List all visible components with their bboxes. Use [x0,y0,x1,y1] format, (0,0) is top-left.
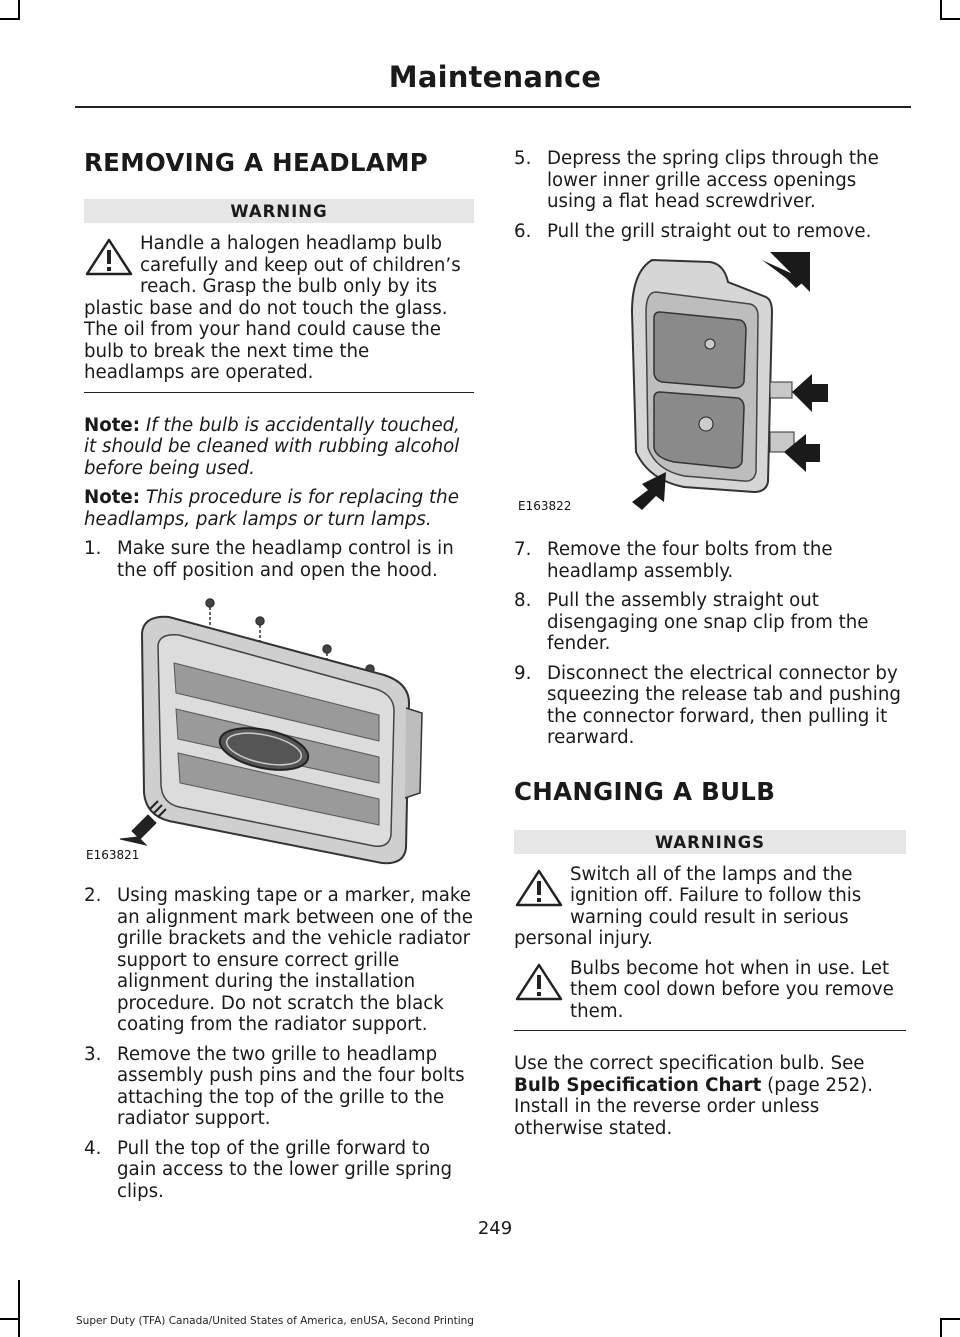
headlamp-diagram [514,252,906,517]
grille-diagram [84,593,474,873]
footer-text: Super Duty (TFA) Canada/United States of America, enUSA, Second Printing [76,1315,474,1327]
step-number: 8. [514,590,532,611]
left-column [84,148,474,1202]
list-item [514,539,906,582]
list-item [514,590,906,655]
steps-list [514,539,906,749]
step-text: Make sure the headlamp control is in the off position and open the hood. [117,538,454,581]
closing-text: Use the correct specification bulb. See [514,1053,865,1074]
step-number: 7. [514,539,532,560]
headlamp-illustration [514,252,906,517]
warning-text: Switch all of the lamps and the ignition off. Failure to follow this warning could result in serious personal injury. [514,863,862,949]
warning-text: Bulbs become hot when in use. Let them cool down before you remove them. [570,957,894,1022]
step-text: Remove the two grille to headlamp assembly push pins and the four bolts attaching the top of the grille to the radiator support. [117,1043,465,1129]
closing-text: (page 252). Install in the reverse order unless otherwise stated. [514,1074,874,1139]
closing-paragraph [514,1053,906,1139]
note [84,487,474,530]
step-text: Pull the assembly straight out disengaging one snap clip from the fender. [547,590,869,654]
header-divider [75,106,911,108]
crop-mark [940,0,942,20]
section-heading-changing-bulb: CHANGING A BULB [514,776,776,806]
list-item [84,1138,474,1203]
section-heading-removing-headlamp: REMOVING A HEADLAMP [84,148,429,177]
note-text: This procedure is for replacing the headlamps, park lamps or turn lamps. [84,487,459,530]
page-number: 249 [477,1218,513,1239]
step-text: Remove the four bolts from the headlamp assembly. [547,539,833,582]
step-text: Using masking tape or a marker, make an alignment mark between one of the grille brackets and the vehicle radiator support to ensure correct grille alignment during the installation procedure. Do not scratch the black coating from the radiator support. [117,885,473,1035]
crop-mark [940,1318,942,1337]
step-number: 1. [84,538,102,559]
crop-mark [940,1318,960,1320]
step-text: Depress the spring clips through the lower inner grille access openings using a flat head screwdriver. [547,148,879,212]
warning-divider [514,1030,906,1031]
list-item [84,1044,474,1130]
bulb-chart-link[interactable]: Bulb Specification Chart [514,1074,762,1096]
warning-text: Handle a halogen headlamp bulb carefully and keep out of children’s reach. Grasp the bulb only by its plastic base and do not touch the glass. The oil from your hand could cause the bulb to break the next time the headlamps are operated. [84,233,461,383]
step-number: 2. [84,885,102,906]
steps-list [84,885,474,1202]
warning-block [514,864,906,950]
list-item [514,148,906,213]
page-title: Maintenance [388,60,602,94]
crop-mark [18,0,20,20]
figure-code: E163822 [518,499,572,513]
step-number: 4. [84,1137,102,1159]
crop-mark [940,18,960,20]
warning-triangle-icon [514,962,564,1002]
list-item [84,538,474,581]
list-item [84,885,474,1036]
right-column [514,148,906,1139]
note [84,415,474,480]
figure-code: E163821 [86,848,140,862]
note-label: Note: [84,414,141,436]
crop-mark [0,18,20,20]
step-text: Pull the top of the grille forward to gain access to the lower grille spring clips. [117,1137,453,1202]
crop-mark [0,1318,20,1320]
steps-list [514,148,906,242]
warning-triangle-icon [514,868,564,908]
warning-block [514,958,906,1023]
note-text: If the bulb is accidentally touched, it should be cleaned with rubbing alcohol before being used. [84,414,460,479]
step-number: 3. [84,1043,102,1065]
step-number: 6. [514,220,532,242]
warnings-label: WARNINGS [514,830,906,854]
warning-label: WARNING [84,199,474,223]
warning-block [84,233,474,384]
step-text: Pull the grill straight out to remove. [547,220,872,242]
warning-divider [84,392,474,393]
list-item [514,221,906,243]
note-label: Note: [84,487,141,508]
step-number: 9. [514,662,532,684]
warning-triangle-icon [84,237,134,277]
step-number: 5. [514,148,532,169]
step-text: Disconnect the electrical connector by squeezing the release tab and pushing the connector forward, then pulling it rearward. [547,662,901,748]
steps-list [84,538,474,581]
grille-illustration [84,593,474,873]
list-item [514,663,906,749]
crop-mark [18,1280,20,1337]
